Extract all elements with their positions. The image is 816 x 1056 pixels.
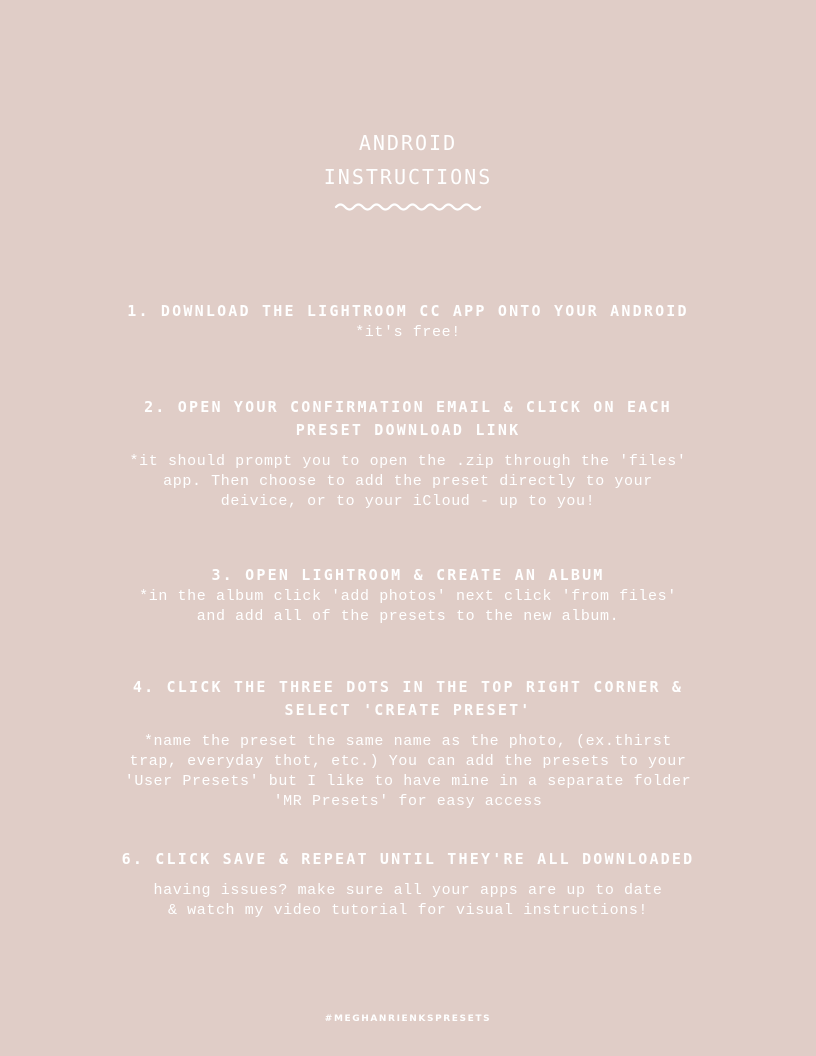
step-2-heading: 2. OPEN YOUR CONFIRMATION EMAIL & CLICK ON EACH PRESET DOWNLOAD LINK <box>144 398 672 439</box>
footer-hashtag: #MEGHANRIENKSPRESETS <box>324 1014 492 1024</box>
step-1-heading: 1. DOWNLOAD THE LIGHTROOM CC APP ONTO YOUR ANDROID <box>127 302 689 320</box>
step-2 <box>100 396 716 512</box>
step-3 <box>100 564 716 627</box>
page-title-line-1: ANDROID <box>358 131 458 155</box>
step-2-note: *it should prompt you to open the .zip through the 'files' app. Then choose to add the preset directly to your deivice, or to your iCloud - up to you! <box>129 453 687 510</box>
step-1-note: *it's free! <box>355 324 461 341</box>
step-3-note: *in the album click 'add photos' next click 'from files' and add all of the presets to the new album. <box>139 588 677 625</box>
step-6 <box>100 848 716 921</box>
step-4 <box>100 676 716 812</box>
step-6-note: having issues? make sure all your apps are up to date & watch my video tutorial for visual instructions! <box>153 882 663 919</box>
step-6-heading: 6. CLICK SAVE & REPEAT UNTIL THEY'RE ALL DOWNLOADED <box>121 850 695 868</box>
step-3-heading: 3. OPEN LIGHTROOM & CREATE AN ALBUM <box>211 566 605 584</box>
wave-divider-icon <box>334 200 484 214</box>
step-1 <box>100 300 716 343</box>
page-title-line-2: INSTRUCTIONS <box>323 165 493 189</box>
step-4-note: *name the preset the same name as the photo, (ex.thirst trap, everyday thot, etc.) You can add the presets to your 'User Presets' but I like to have mine in a separate folder 'MR Presets' for easy access <box>124 733 692 810</box>
step-4-heading: 4. CLICK THE THREE DOTS IN THE TOP RIGHT CORNER & SELECT 'CREATE PRESET' <box>132 678 684 719</box>
